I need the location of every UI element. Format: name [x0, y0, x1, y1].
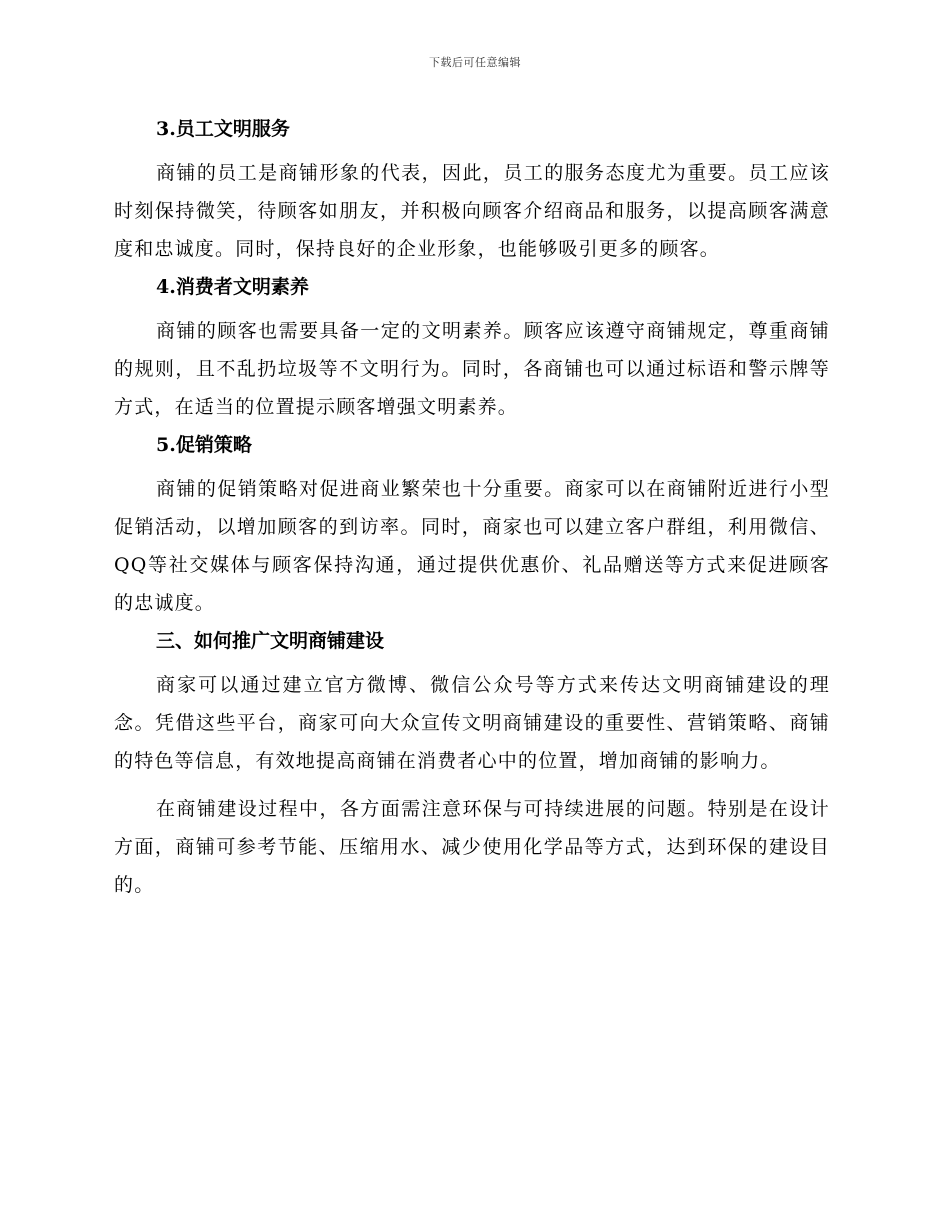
section-heading: 5.促销策略 — [156, 434, 252, 456]
section-heading: 4.消费者文明素养 — [156, 276, 309, 298]
section-heading: 三、如何推广文明商铺建设 — [156, 630, 385, 652]
section-promotion-strategy — [114, 426, 830, 622]
paragraph: 商铺的促销策略对促进商业繁荣也十分重要。商家可以在商铺附近进行小型促销活动，以增加顾客的到访率。同时，商家也可以建立客户群组，利用微信、QQ等社交媒体与顾客保持沟通，通过提供优惠价、礼品赠送等方式来促进顾客的忠诚度。 — [114, 478, 830, 614]
page-header-note: 下载后可任意编辑 — [429, 56, 521, 69]
paragraph: 商家可以通过建立官方微博、微信公众号等方式来传达文明商铺建设的理念。凭借这些平台，商家可向大众宣传文明商铺建设的重要性、营销策略、商铺的特色等信息，有效地提高商铺在消费者心中的位置，增加商铺的影响力。 — [114, 674, 830, 772]
section-consumer-civility — [114, 268, 830, 426]
paragraph: 在商铺建设过程中，各方面需注意环保与可持续进展的问题。特别是在设计方面，商铺可参考节能、压缩用水、减少使用化学品等方式，达到环保的建设目的。 — [114, 798, 830, 896]
paragraph: 商铺的顾客也需要具备一定的文明素养。顾客应该遵守商铺规定，尊重商铺的规则，且不乱扔垃圾等不文明行为。同时，各商铺也可以通过标语和警示牌等方式，在适当的位置提示顾客增强文明素养。 — [114, 320, 830, 418]
paragraph: 商铺的员工是商铺形象的代表，因此，员工的服务态度尤为重要。员工应该时刻保持微笑，待顾客如朋友，并积极向顾客介绍商品和服务，以提高顾客满意度和忠诚度。同时，保持良好的企业形象，也能够吸引更多的顾客。 — [114, 162, 830, 260]
section-promote-civilized-shops — [114, 622, 830, 904]
document-body — [114, 110, 830, 904]
section-employee-service — [114, 110, 830, 268]
section-heading: 3.员工文明服务 — [156, 118, 290, 140]
